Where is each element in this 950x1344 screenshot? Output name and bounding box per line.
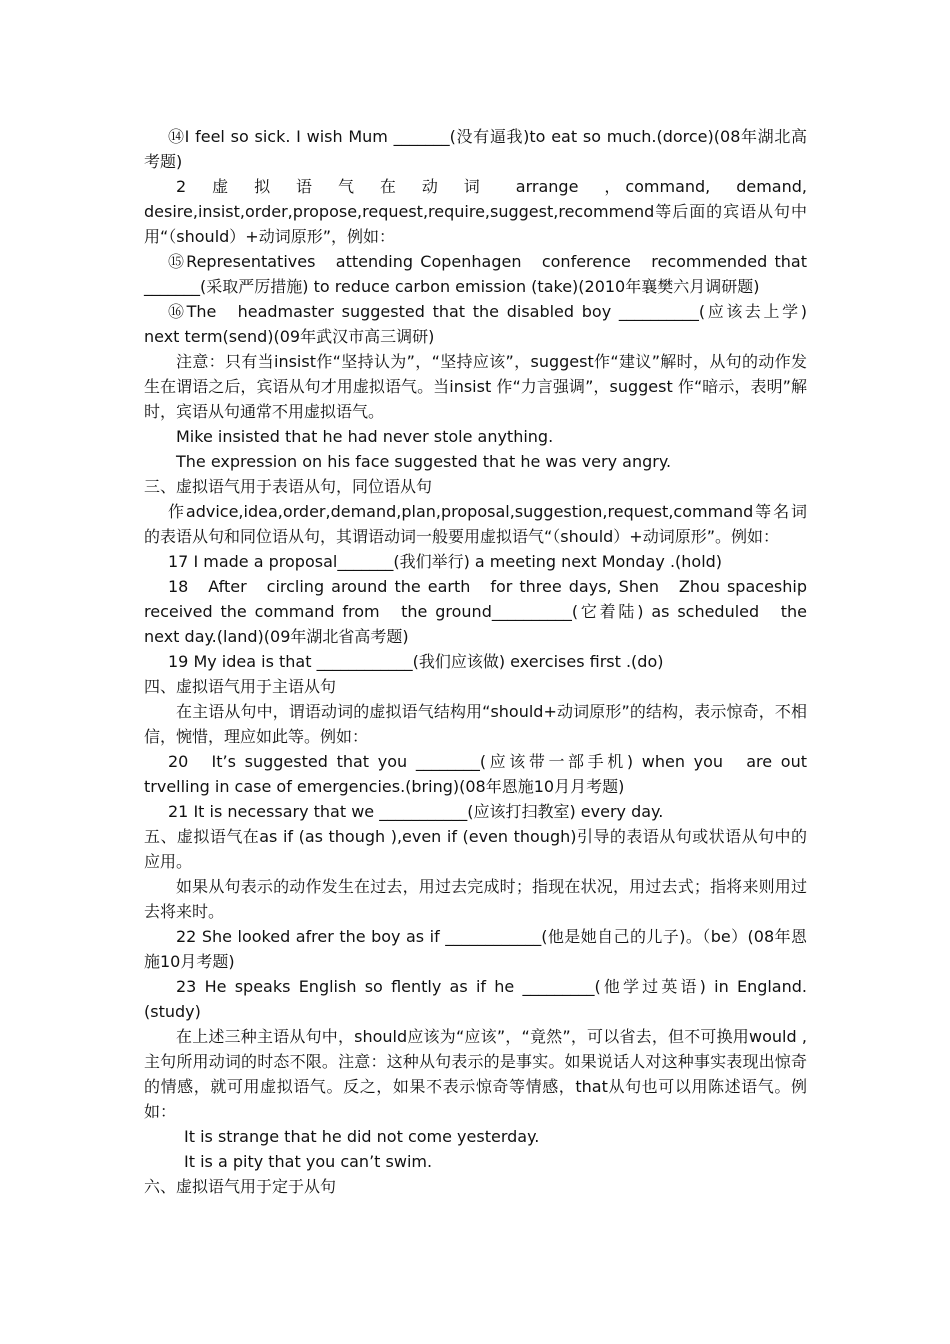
section-3-body: 作advice,idea,order,demand,plan,proposal,suggestion,request,command等名词的表语从句和同位语从句，其谓语动词一般要用虚拟语气“（should）+动词原形”。例如： bbox=[144, 502, 807, 546]
section-2-title: 2 虚 拟 语 气 在 动 词 arrange ，command, demand, desire,insist,order,propose,request,require,suggest,recommend等后面的宾语从句中用“（should）+动词原形”，例如： bbox=[144, 177, 807, 246]
question-19: 19 My idea is that ____________(我们应该做) exercises first .(do) bbox=[168, 652, 664, 671]
question-17: 17 I made a proposal_______(我们举行) a meeting next Monday .(hold) bbox=[168, 552, 723, 571]
question-14: ⑭I feel so sick. I wish Mum _______(没有逼我)to eat so much.(dorce)(08年湖北高考题) bbox=[144, 127, 807, 171]
question-16: ⑯The headmaster suggested that the disabled boy __________(应该去上学) next term(send)(09年武汉市高三调研) bbox=[144, 302, 807, 346]
section-5-body: 如果从句表示的动作发生在过去，用过去完成时；指现在状况，用过去式；指将来则用过去将来时。 bbox=[144, 877, 807, 921]
section-4-title: 四、虚拟语气用于主语从句 bbox=[144, 677, 337, 696]
note-should: 在上述三种主语从句中，should应该为“应该”，“竟然”，可以省去，但不可换用would ,主句所用动词的时态不限。注意：这种从句表示的是事实。如果说话人对这种事实表现出惊奇的情感，就可用虚拟语气。反之，如果不表示惊奇等情感，that从句也可以用陈述语气。例如： bbox=[144, 1027, 807, 1121]
example-expression: The expression on his face suggested that he was very angry. bbox=[176, 452, 672, 471]
question-15: ⑮Representatives attending Copenhagen conference recommended that _______(采取严厉措施) to reduce carbon emission (take)(2010年襄樊六月调研题) bbox=[144, 252, 807, 296]
section-4-body: 在主语从句中，谓语动词的虚拟语气结构用“should+动词原形”的结构，表示惊奇，不相信，惋惜，理应如此等。例如： bbox=[144, 702, 807, 746]
question-23: 23 He speaks English so flently as if he _________(他学过英语) in England.(study) bbox=[144, 977, 807, 1021]
question-18: 18 After circling around the earth for three days, Shen Zhou spaceship received the command from the ground__________(它着陆) as scheduled the next day.(land)(09年湖北省高考题) bbox=[144, 577, 807, 646]
example-pity: It is a pity that you can’t swim. bbox=[184, 1152, 433, 1171]
example-mike: Mike insisted that he had never stole anything. bbox=[176, 427, 554, 446]
question-20: 20 It’s suggested that you ________(应该带一部手机) when you are out trvelling in case of emergencies.(bring)(08年恩施10月月考题) bbox=[144, 752, 807, 796]
question-21: 21 It is necessary that we ___________(应该打扫教室) every day. bbox=[168, 802, 664, 821]
example-strange: It is strange that he did not come yesterday. bbox=[184, 1127, 540, 1146]
section-5-title: 五、虚拟语气在as if (as though ),even if (even though)引导的表语从句或状语从句中的应用。 bbox=[144, 827, 807, 871]
section-3-title: 三、虚拟语气用于表语从句，同位语从句 bbox=[144, 477, 433, 496]
note-insist-suggest: 注意：只有当insist作“坚持认为”，“坚持应该”，suggest作“建议”解时，从句的动作发生在谓语之后，宾语从句才用虚拟语气。当insist 作“力言强调”，suggest 作“暗示，表明”解时，宾语从句通常不用虚拟语气。 bbox=[144, 352, 807, 421]
section-6-title: 六、虚拟语气用于定于从句 bbox=[144, 1177, 337, 1196]
question-22: 22 She looked afrer the boy as if ____________(他是她自己的儿子)。（be）(08年恩施10月考题) bbox=[144, 927, 807, 971]
document-page bbox=[144, 124, 807, 1199]
